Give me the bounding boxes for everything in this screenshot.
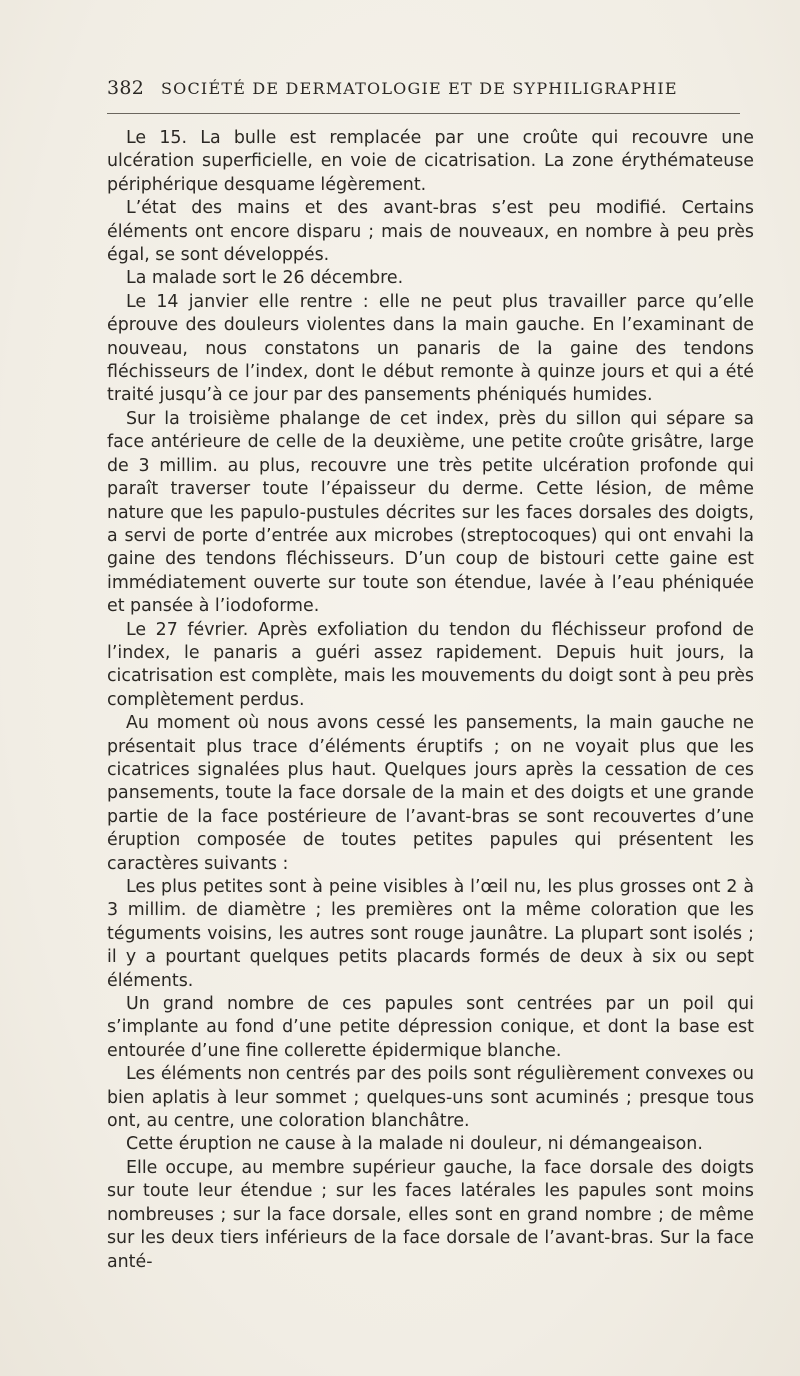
page-number: 382 <box>107 77 145 99</box>
paragraph: Les éléments non centrés par des poils sont régulièrement convexes ou bien aplatis à leur sommet ; quelques-uns sont acuminés ; presque tous ont, au centre, une coloration blanchâtre. <box>107 1064 754 1132</box>
paragraph: Elle occupe, au membre supérieur gauche, la face dorsale des doigts sur toute leur étendue ; sur les faces latérales les papules sont moins nombreuses ; sur la face dorsale, elles sont en grand nombre ; de même sur les deux tiers inférieurs de la face dorsale de l’avant-bras. Sur la face anté- <box>107 1157 754 1272</box>
paragraph: Sur la troisième phalange de cet index, près du sillon qui sépare sa face antérieure de celle de la deuxième, une petite croûte grisâtre, large de 3 millim. au plus, recouvre une très petite ulcération profonde qui paraît traverser toute l’épaisseur du derme. Cette lésion, de même nature que les papulo-pustules décrites sur les faces dorsales des doigts, a servi de porte d’entrée aux microbes (streptocoques) qui ont envahi la gaine des tendons fléchisseurs. D’un coup de bistouri cette gaine est immédiatement ouverte sur toute son étendue, lavée à l’eau phéniquée et pansée à l’iodoforme. <box>107 408 754 617</box>
paragraph: La malade sort le 26 décembre. <box>126 268 404 289</box>
running-head <box>107 77 747 101</box>
paragraph: Le 15. La bulle est remplacée par une croûte qui recouvre une ulcération superficielle, en voie de cicatrisation. La zone érythémateuse périphérique desquame légèrement. <box>107 128 754 195</box>
paragraph: Le 14 janvier elle rentre : elle ne peut plus travailler parce qu’elle éprouve des douleurs violentes dans la main gauche. En l’examinant de nouveau, nous constatons un panaris de la gaine des tendons fléchisseurs de l’index, dont le début remonte à quinze jours et qui a été traité jusqu’à ce jour par des pansements phéniqués humides. <box>107 291 754 406</box>
paragraph: Le 27 février. Après exfoliation du tendon du fléchisseur profond de l’index, le panaris a guéri assez rapidement. Depuis huit jours, la cicatrisation est complète, mais les mouvements du doigt sont à peu près complètement perdus. <box>107 619 754 710</box>
paragraph: L’état des mains et des avant-bras s’est peu modifié. Certains éléments ont encore disparu ; mais de nouveaux, en nombre à peu près égal, se sont développés. <box>107 198 754 266</box>
header-rule <box>107 113 740 114</box>
body-text <box>107 127 754 1274</box>
paragraph: Cette éruption ne cause à la malade ni douleur, ni démangeaison. <box>126 1134 703 1155</box>
journal-title: SOCIÉTÉ DE DERMATOLOGIE ET DE SYPHILIGRAPHIE <box>161 79 678 98</box>
paragraph: Les plus petites sont à peine visibles à l’œil nu, les plus grosses ont 2 à 3 millim. de diamètre ; les premières ont la même coloration que les téguments voisins, les autres sont rouge jaunâtre. La plupart sont isolés ; il y a pourtant quelques petits placards formés de deux à six ou sept éléments. <box>107 877 754 991</box>
paragraph: Au moment où nous avons cessé les pansements, la main gauche ne présentait plus trace d’éléments éruptifs ; on ne voyait plus que les cicatrices signalées plus haut. Quelques jours après la cessation de ces pansements, toute la face dorsale de la main et des doigts et une grande partie de la face postérieure de l’avant-bras se sont recouvertes d’une éruption composée de toutes petites papules qui présentent les caractères suivants : <box>107 713 754 874</box>
paragraph: Un grand nombre de ces papules sont centrées par un poil qui s’implante au fond d’une petite dépression conique, et dont la base est entourée d’une fine collerette épidermique blanche. <box>107 994 754 1061</box>
